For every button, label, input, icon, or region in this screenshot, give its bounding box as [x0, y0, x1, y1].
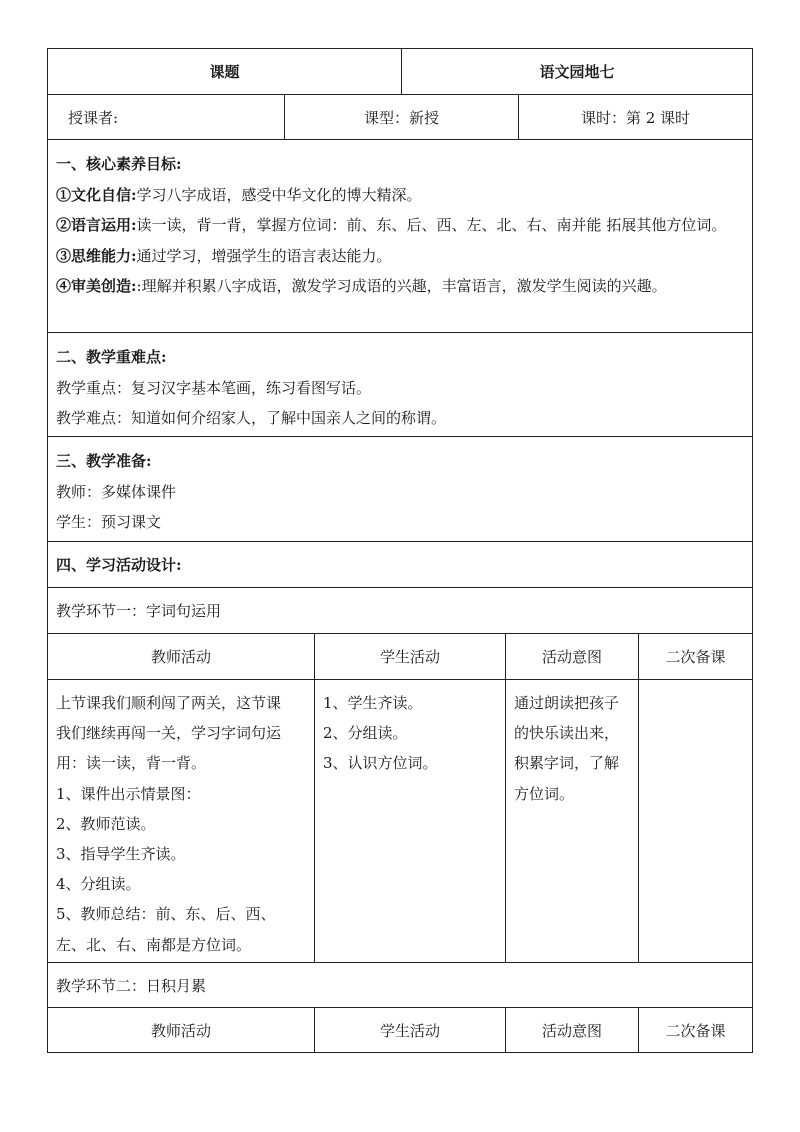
teacher-activity-line: 3、指导学生齐读。	[56, 845, 186, 864]
teacher-activity-line: 左、北、右、南都是方位词。	[56, 935, 252, 954]
teacher-activity-line: 我们继续再闯一关，学习字词句运	[56, 724, 282, 743]
goal-item	[56, 210, 744, 241]
section2-header-row	[47, 1007, 753, 1053]
student-activity-line: 2、分组读。	[323, 724, 408, 743]
second-prep-cell	[638, 680, 752, 962]
topic-label: 课题	[209, 63, 240, 81]
goals-title: 一、核心素养目标:	[56, 155, 182, 173]
column-header: 教师活动	[150, 1021, 211, 1040]
topic-row	[47, 48, 753, 94]
intent-cell	[505, 680, 638, 962]
topic-value: 语文园地七	[401, 49, 752, 94]
student-activity-line: 1、学生齐读。	[323, 694, 423, 712]
activity-design-title: 四、学习活动设计:	[56, 556, 182, 574]
section1-title-row	[47, 587, 753, 633]
period-field: 课时：第 2 课时	[518, 95, 752, 139]
activity-design-row	[47, 541, 753, 587]
column-header: 教师活动	[150, 648, 211, 666]
teacher-activity-line: 上节课我们顺利闯了两关，这节课	[56, 694, 282, 712]
section2-title: 教学环节二：日积月累	[56, 976, 207, 995]
preparation-title: 三、教学准备:	[56, 452, 152, 470]
goal-label: ③思维能力:	[56, 246, 137, 265]
section2-title-row	[47, 962, 753, 1007]
column-header: 学生活动	[314, 634, 505, 679]
key-points-title: 二、教学重难点:	[56, 348, 167, 366]
student-activity-cell	[314, 680, 505, 962]
info-row	[47, 94, 753, 139]
intent-line: 通过朗读把孩子	[514, 694, 620, 712]
goal-text: :理解并积累八字成语，激发学习成语的兴趣，丰富语言，激发学生阅读的兴趣。	[136, 277, 667, 295]
column-header: 活动意图	[505, 634, 638, 679]
preparation-student: 学生：预习课文	[56, 513, 162, 531]
goal-text: 学习八字成语，感受中华文化的博大精深。	[136, 185, 422, 204]
goal-label: ②语言运用:	[56, 216, 137, 234]
goals-section	[48, 140, 752, 332]
lesson-type-field: 课型：新授	[284, 95, 518, 139]
key-point-difficulty: 教学难点：知道如何介绍家人，了解中国亲人之间的称谓。	[56, 409, 447, 427]
goal-label: ①文化自信:	[56, 185, 137, 204]
intent-line: 的快乐读出来，	[514, 724, 620, 743]
goal-item	[56, 241, 744, 272]
teacher-activity-line: 1、课件出示情景图：	[56, 784, 201, 803]
column-header: 二次备课	[638, 1008, 752, 1052]
section1-title: 教学环节一：字词句运用	[56, 602, 222, 620]
goal-label: ④审美创造:	[56, 277, 137, 295]
teacher-activity-line: 2、教师范读。	[56, 814, 156, 833]
column-header: 活动意图	[505, 1008, 638, 1052]
preparation-teacher: 教师：多媒体课件	[56, 482, 177, 501]
goal-text: 通过学习，增强学生的语言表达能力。	[136, 246, 392, 265]
preparation-row	[47, 436, 753, 541]
column-header: 二次备课	[638, 634, 752, 679]
teacher-activity-cell	[48, 680, 314, 962]
key-point-focus: 教学重点：复习汉字基本笔画，练习看图写话。	[56, 378, 372, 397]
section1-header-row	[47, 633, 753, 679]
column-header: 学生活动	[314, 1008, 505, 1052]
section1-content-row	[47, 679, 753, 962]
preparation-section	[48, 437, 752, 541]
teacher-activity-line: 4、分组读。	[56, 875, 141, 894]
teacher-activity-line: 5、教师总结：前、东、后、西、	[56, 905, 276, 924]
goals-row	[47, 139, 753, 332]
teacher-field: 授课者:	[68, 108, 119, 127]
goal-item	[56, 180, 744, 211]
student-activity-line: 3、认识方位词。	[323, 754, 438, 773]
intent-line: 积累字词，了解	[514, 754, 620, 773]
goal-text: 读一读，背一背，掌握方位词：前、东、后、西、左、北、右、南并能 拓展其他方位词。	[136, 216, 727, 234]
key-points-section	[48, 333, 752, 436]
intent-line: 方位词。	[514, 784, 575, 803]
key-points-row	[47, 332, 753, 436]
goal-item	[56, 271, 744, 302]
teacher-activity-line: 用：读一读，背一背。	[56, 754, 207, 773]
lesson-plan-table	[47, 48, 753, 1053]
